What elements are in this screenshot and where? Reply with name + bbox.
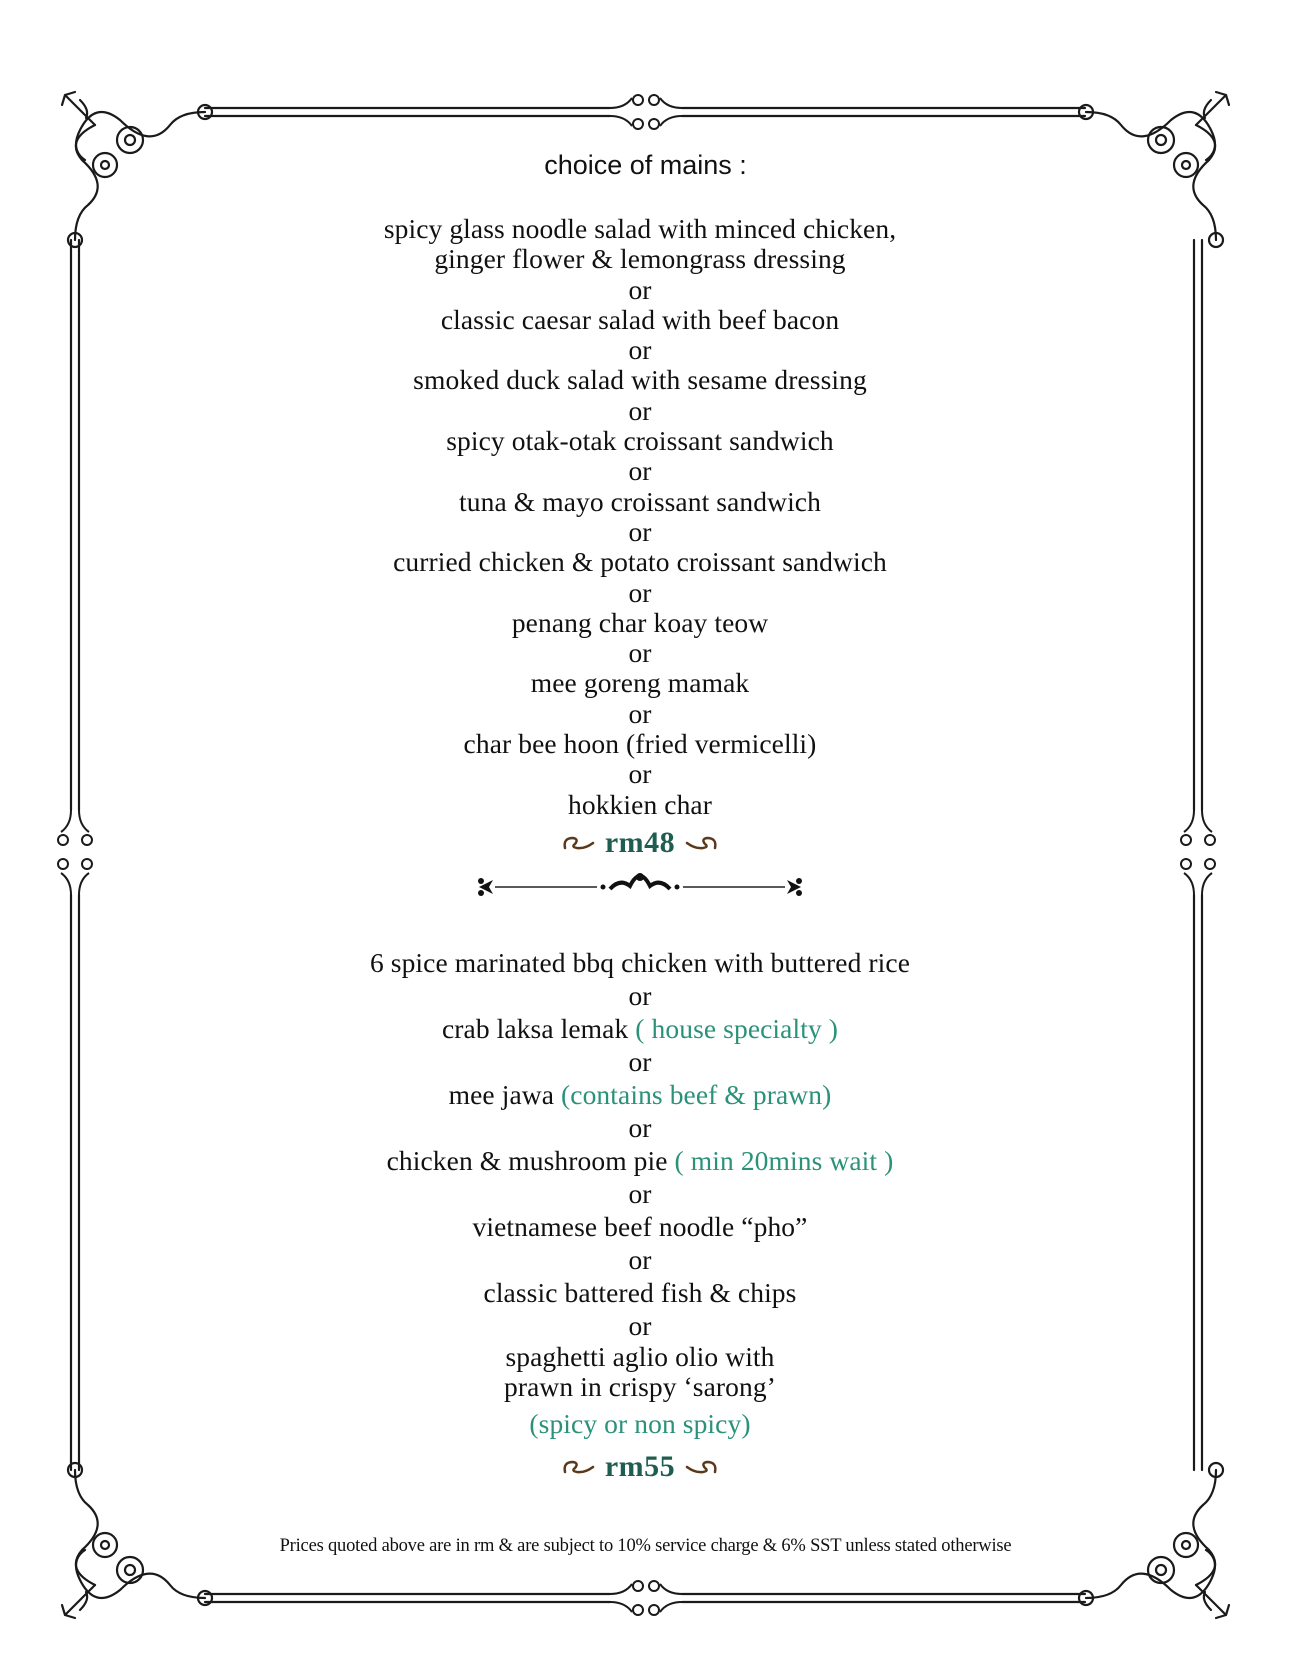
item-note: ( house specialty ) xyxy=(635,1013,839,1044)
menu-item: ginger flower & lemongrass dressing xyxy=(434,243,846,275)
menu-item xyxy=(200,1012,1080,1045)
separator-or: or xyxy=(628,334,652,366)
top-medallion xyxy=(610,95,682,129)
separator-or: or xyxy=(628,1244,652,1275)
swirl-flourish-left-icon xyxy=(561,1456,595,1478)
separator-or: or xyxy=(628,1310,652,1341)
separator-or: or xyxy=(628,637,652,669)
item-note: ( min 20mins wait ) xyxy=(674,1145,894,1176)
item-name: crab laksa lemak xyxy=(441,1013,636,1044)
item-name: mee jawa xyxy=(448,1079,562,1110)
swirl-flourish-right-icon xyxy=(685,832,719,854)
page-title: choice of mains : xyxy=(544,150,747,180)
menu-section-rm48 xyxy=(200,214,1080,860)
separator-or: or xyxy=(628,1178,652,1209)
menu-item: spicy otak-otak croissant sandwich xyxy=(446,425,834,457)
menu-section-rm55 xyxy=(200,946,1080,1484)
price-tag xyxy=(200,826,1080,860)
menu-item: classic caesar salad with beef bacon xyxy=(440,303,840,335)
separator-or: or xyxy=(628,758,652,790)
price-tag xyxy=(200,1450,1080,1484)
menu-item: spaghetti aglio olio with xyxy=(505,1341,775,1372)
menu-item: curried chicken & potato croissant sandwich xyxy=(393,546,887,578)
item-name: chicken & mushroom pie xyxy=(386,1145,675,1176)
swirl-flourish-right-icon xyxy=(685,1456,719,1478)
menu-item: 6 spice marinated bbq chicken with buttered rice xyxy=(369,947,911,978)
menu-item: prawn in crispy ‘sarong’ xyxy=(504,1371,776,1403)
separator-or: or xyxy=(628,980,652,1011)
price-value: rm48 xyxy=(604,825,676,859)
separator-or: or xyxy=(628,455,652,487)
menu-item: vietnamese beef noodle “pho” xyxy=(472,1211,808,1242)
menu-item: char bee hoon (fried vermicelli) xyxy=(463,728,817,760)
separator-or: or xyxy=(628,394,652,426)
menu-item xyxy=(200,1144,1080,1177)
menu-item xyxy=(200,1078,1080,1111)
menu-item: spicy glass noodle salad with minced chicken, xyxy=(383,213,897,244)
menu-item: classic battered fish & chips xyxy=(483,1277,797,1308)
menu-item: hokkien char xyxy=(568,788,712,820)
separator-or: or xyxy=(628,515,652,547)
fleur-divider-icon xyxy=(475,872,805,902)
menu-item: penang char koay teow xyxy=(511,606,769,638)
item-note: (spicy or non spicy) xyxy=(529,1407,751,1439)
menu-item: smoked duck salad with sesame dressing xyxy=(413,364,867,396)
swirl-flourish-left-icon xyxy=(561,832,595,854)
separator-or: or xyxy=(628,273,652,305)
item-note: (contains beef & prawn) xyxy=(561,1079,832,1110)
separator-or: or xyxy=(628,697,652,729)
separator-or: or xyxy=(628,576,652,608)
footer-disclaimer: Prices quoted above are in rm & are subject to 10% service charge & 6% SST unless stated otherwise xyxy=(279,1536,1012,1556)
separator-or: or xyxy=(628,1046,652,1077)
price-value: rm55 xyxy=(604,1449,676,1483)
menu-item: mee goreng mamak xyxy=(530,667,750,699)
menu-item: tuna & mayo croissant sandwich xyxy=(459,485,821,517)
separator-or: or xyxy=(628,1112,652,1143)
